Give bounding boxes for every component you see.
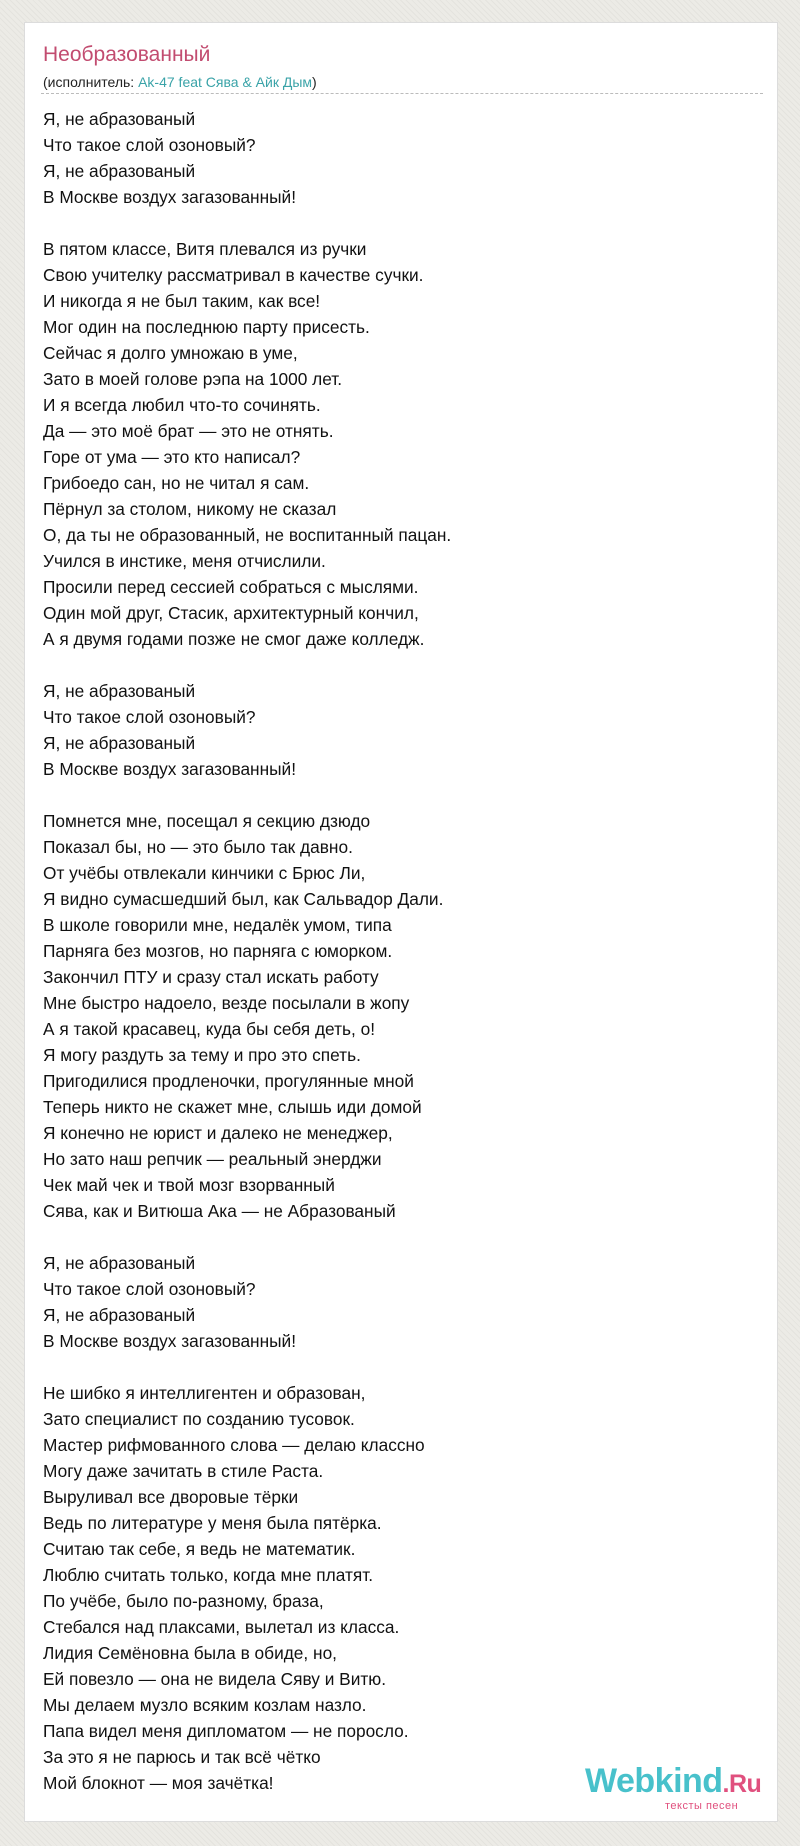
lyric-line: А я двумя годами позже не смог даже колледж. bbox=[43, 629, 425, 649]
lyric-line: Но зато наш репчик — реальный энерджи bbox=[43, 1149, 382, 1169]
lyric-line: А я такой красавец, куда бы себя деть, о! bbox=[43, 1019, 375, 1039]
lyric-line: Ведь по литературе у меня была пятёрка. bbox=[43, 1513, 382, 1533]
artist-link[interactable]: Ak-47 feat Сява & Айк Дым bbox=[138, 74, 313, 90]
lyric-line: Не шибко я интеллигентен и образован, bbox=[43, 1383, 366, 1403]
lyric-line: Учился в инстике, меня отчислили. bbox=[43, 551, 326, 571]
lyric-line: Один мой друг, Стасик, архитектурный кончил, bbox=[43, 603, 419, 623]
lyric-line: Я, не абразованый bbox=[43, 733, 196, 753]
lyric-line: И никогда я не был таким, как все! bbox=[43, 291, 321, 311]
lyrics-body bbox=[43, 106, 451, 1796]
lyric-line: Да — это моё брат — это не отнять. bbox=[43, 421, 334, 441]
stanza-break bbox=[43, 782, 451, 808]
song-title: Необразованный bbox=[43, 43, 211, 66]
lyric-line: Сейчас я долго умножаю в уме, bbox=[43, 343, 298, 363]
lyric-line: Мог один на последнюю парту присесть. bbox=[43, 317, 370, 337]
logo-tld: .Ru bbox=[722, 1770, 762, 1798]
lyric-line: Я, не абразованый bbox=[43, 681, 196, 701]
lyric-line: В Москве воздух загазованный! bbox=[43, 759, 297, 779]
artist-line bbox=[43, 74, 317, 90]
lyrics-card bbox=[24, 22, 778, 1822]
logo-tagline: тексты песен bbox=[665, 1800, 739, 1812]
lyric-line: О, да ты не образованный, не воспитанный пацан. bbox=[43, 525, 452, 545]
lyric-line: Я могу раздуть за тему и про это спеть. bbox=[43, 1045, 361, 1065]
lyric-line: Горе от ума — это кто написал? bbox=[43, 447, 301, 467]
lyric-line: По учёбе, было по-разному, браза, bbox=[43, 1591, 324, 1611]
lyric-line: Мы делаем музло всяким козлам назло. bbox=[43, 1695, 367, 1715]
lyric-line: Я, не абразованый bbox=[43, 109, 196, 129]
lyric-line: Сява, как и Витюша Ака — не Абразованый bbox=[43, 1201, 396, 1221]
stanza-break bbox=[43, 652, 451, 678]
logo-wordmark bbox=[585, 1762, 761, 1801]
stanza-break bbox=[43, 210, 451, 236]
lyric-line: Зато в моей голове рэпа на 1000 лет. bbox=[43, 369, 343, 389]
lyric-line: Я, не абразованый bbox=[43, 1253, 196, 1273]
lyric-line: Стебался над плаксами, вылетал из класса. bbox=[43, 1617, 400, 1637]
lyric-line: Ей повезло — она не видела Сяву и Витю. bbox=[43, 1669, 387, 1689]
lyric-line: Я, не абразованый bbox=[43, 161, 196, 181]
lyric-line: От учёбы отвлекали кинчики с Брюс Ли, bbox=[43, 863, 366, 883]
lyric-line: Пригодилися продленочки, прогулянные мной bbox=[43, 1071, 414, 1091]
lyric-line: Мой блокнот — моя зачётка! bbox=[43, 1773, 274, 1793]
lyric-line: Мастер рифмованного слова — делаю классно bbox=[43, 1435, 425, 1455]
lyric-line: Просили перед сессией собраться с мыслями. bbox=[43, 577, 419, 597]
lyric-line: Парняга без мозгов, но парняга с юморком. bbox=[43, 941, 393, 961]
lyric-line: Теперь никто не скажет мне, слышь иди домой bbox=[43, 1097, 422, 1117]
lyric-line: Я видно сумасшедший был, как Сальвадор Дали. bbox=[43, 889, 444, 909]
lyric-line: Что такое слой озоновый? bbox=[43, 707, 256, 727]
lyric-line: Люблю считать только, когда мне платят. bbox=[43, 1565, 374, 1585]
lyric-line: Закончил ПТУ и сразу стал искать работу bbox=[43, 967, 379, 987]
lyric-line: Мне быстро надоело, везде посылали в жопу bbox=[43, 993, 410, 1013]
lyric-line: Выруливал все дворовые тёрки bbox=[43, 1487, 299, 1507]
lyric-line: И я всегда любил что-то сочинять. bbox=[43, 395, 321, 415]
lyric-line: Могу даже зачитать в стиле Раста. bbox=[43, 1461, 324, 1481]
lyric-line: Я, не абразованый bbox=[43, 1305, 196, 1325]
lyric-line: Грибоедо сан, но не читал я сам. bbox=[43, 473, 310, 493]
lyric-line: За это я не парюсь и так всё чётко bbox=[43, 1747, 321, 1767]
lyric-line: Я конечно не юрист и далеко не менеджер, bbox=[43, 1123, 393, 1143]
webkind-logo[interactable] bbox=[585, 1762, 762, 1816]
lyric-line: Что такое слой озоновый? bbox=[43, 135, 256, 155]
lyric-line: В школе говорили мне, недалёк умом, типа bbox=[43, 915, 392, 935]
lyric-line: В Москве воздух загазованный! bbox=[43, 187, 297, 207]
lyric-line: Показал бы, но — это было так давно. bbox=[43, 837, 353, 857]
lyric-line: В пятом классе, Витя плевался из ручки bbox=[43, 239, 367, 259]
lyric-line: Лидия Семёновна была в обиде, но, bbox=[43, 1643, 337, 1663]
logo-brand: Webkind bbox=[585, 1762, 723, 1800]
stanza-break bbox=[43, 1224, 451, 1250]
lyric-line: Считаю так себе, я ведь не математик. bbox=[43, 1539, 356, 1559]
artist-prefix: (исполнитель: bbox=[43, 74, 139, 90]
lyric-line: В Москве воздух загазованный! bbox=[43, 1331, 297, 1351]
title-divider bbox=[41, 93, 763, 94]
lyric-line: Пёрнул за столом, никому не сказал bbox=[43, 499, 337, 519]
lyric-line: Папа видел меня дипломатом — не поросло. bbox=[43, 1721, 409, 1741]
lyric-line: Что такое слой озоновый? bbox=[43, 1279, 256, 1299]
lyric-line: Зато специалист по созданию тусовок. bbox=[43, 1409, 355, 1429]
stanza-break bbox=[43, 1354, 451, 1380]
artist-suffix: ) bbox=[312, 74, 317, 90]
lyric-line: Свою учителку рассматривал в качестве сучки. bbox=[43, 265, 424, 285]
lyric-line: Чек май чек и твой мозг взорванный bbox=[43, 1175, 335, 1195]
lyric-line: Помнется мне, посещал я секцию дзюдо bbox=[43, 811, 371, 831]
